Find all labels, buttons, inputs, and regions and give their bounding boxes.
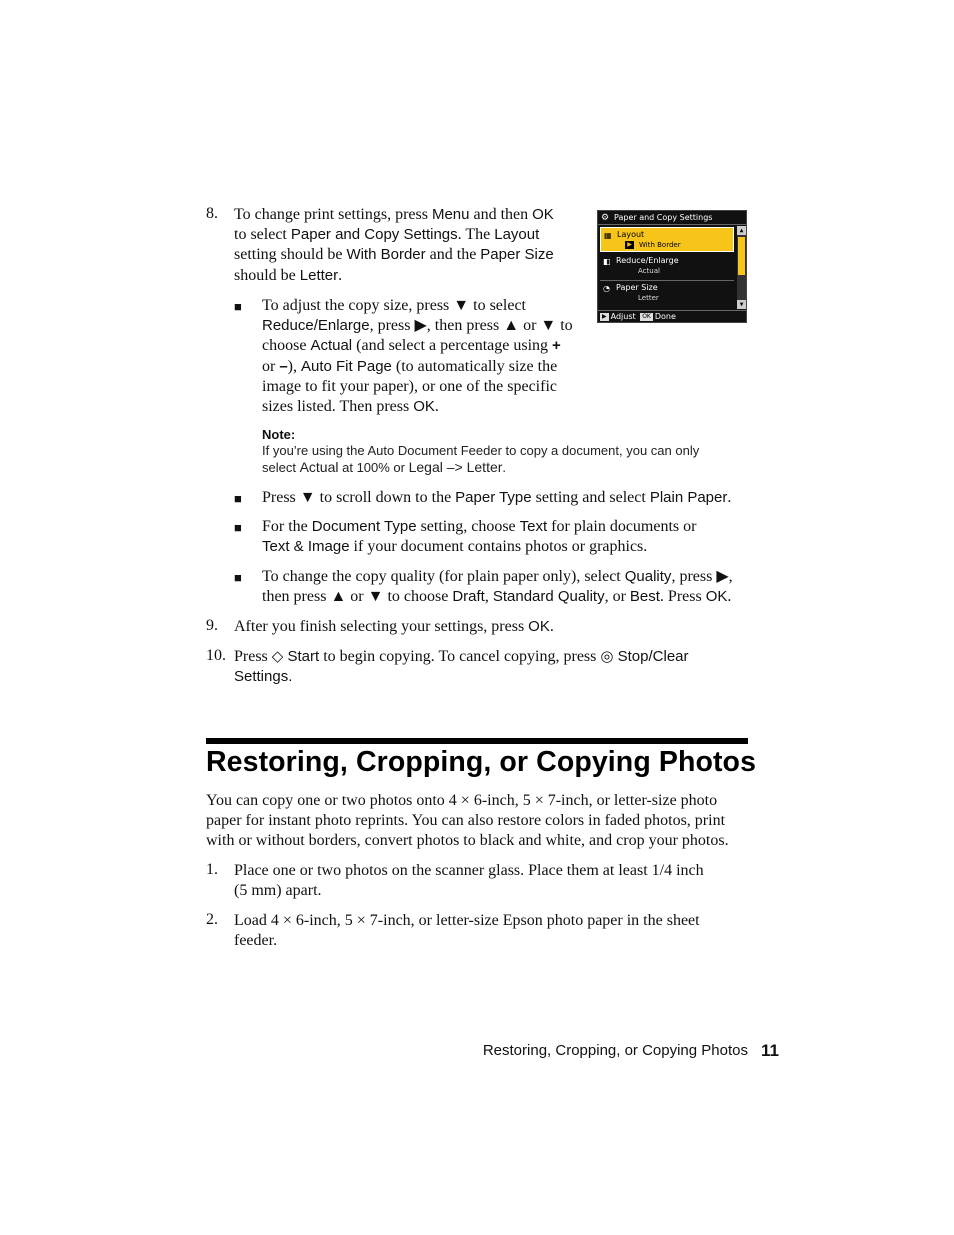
lcd-item-label: Layout: [617, 230, 645, 239]
play-icon: ▶: [602, 312, 607, 320]
down-arrow-icon: ▼: [540, 317, 557, 335]
lcd-title-bar: [598, 211, 746, 225]
text: Press: [234, 648, 272, 665]
text: paper for instant photo reprints. You can also restore colors in faded photos, print: [206, 812, 726, 830]
bullet-icon: ■: [234, 570, 242, 585]
key-paper-type: Paper Type: [455, 489, 532, 506]
text: (5 mm) apart.: [234, 882, 322, 900]
key-legal-letter: Legal –> Letter: [408, 459, 503, 475]
lcd-item-label: Reduce/Enlarge: [616, 256, 679, 265]
stop-icon: ◎: [600, 648, 614, 665]
text: .: [549, 618, 554, 635]
text: sizes listed. Then press: [262, 398, 414, 416]
text: To change print settings, press: [234, 206, 432, 223]
lcd-item-layout[interactable]: [600, 227, 734, 252]
text: to: [556, 317, 573, 335]
text: To change the copy quality (for plain paper only), select: [262, 568, 625, 585]
key-actual: Actual: [299, 459, 339, 475]
text: to choose: [383, 588, 453, 606]
lcd-item-value: With Border: [639, 241, 681, 249]
text: at 100% or: [338, 460, 409, 475]
start-icon: ◇: [271, 648, 284, 665]
text: Load 4 × 6-inch, 5 × 7-inch, or letter-size Epson photo paper in the sheet: [234, 912, 700, 929]
key-plain-paper: Plain Paper: [649, 489, 728, 506]
text: or: [262, 357, 280, 375]
minus-icon: –: [279, 357, 288, 375]
key-actual: Actual: [310, 337, 353, 355]
text: to begin copying. To cancel copying, press: [319, 648, 601, 665]
text: .: [338, 266, 343, 284]
text: (to automatically size the: [391, 357, 558, 375]
step-number: 10.: [206, 647, 226, 664]
text: You can copy one or two photos onto 4 × 6-inch, 5 × 7-inch, or letter-size photo: [206, 792, 718, 809]
plus-icon: +: [552, 337, 561, 355]
up-arrow-icon: ▲: [503, 317, 520, 335]
text: Place one or two photos on the scanner glass. Place them at least 1/4 inch: [234, 862, 704, 879]
text: , press: [369, 317, 415, 335]
lcd-item-value: Actual: [638, 267, 660, 275]
text: , or: [604, 588, 630, 606]
step-number: 1.: [206, 861, 218, 878]
footer-title: Restoring, Cropping, or Copying Photos: [482, 1042, 748, 1059]
lcd-screen: [597, 210, 747, 323]
text: to scroll down to the: [315, 489, 456, 506]
step-8-text: [234, 205, 584, 286]
step-number: 9.: [206, 617, 218, 634]
text: if your document contains photos or graphics.: [349, 538, 648, 556]
text: or: [346, 588, 368, 606]
scroll-down-icon[interactable]: ▼: [737, 300, 746, 309]
lcd-item-reduce-enlarge[interactable]: [600, 254, 734, 279]
lcd-item-paper-size[interactable]: [600, 281, 734, 306]
text: then press: [262, 588, 331, 606]
text: should be: [234, 266, 300, 284]
text: to select: [234, 226, 291, 244]
step-number: 8.: [206, 205, 218, 222]
section-step-1: [234, 861, 754, 901]
text: for plain documents or: [547, 518, 697, 535]
key-draft: Draft: [452, 588, 485, 606]
bullet-quality: [262, 567, 762, 607]
up-arrow-icon: ▲: [330, 588, 347, 606]
text: To adjust the copy size, press: [262, 297, 454, 314]
down-arrow-icon: ▼: [367, 588, 384, 606]
key-start: Start: [283, 648, 320, 665]
key-text: Text: [519, 518, 548, 535]
key-layout: Layout: [494, 226, 540, 244]
bullet-icon: ■: [234, 491, 242, 506]
scroll-thumb[interactable]: [738, 237, 745, 275]
key-document-type: Document Type: [311, 518, 417, 535]
page-number: 11: [761, 1041, 779, 1060]
text: For the: [262, 518, 312, 535]
lcd-done-label: Done: [654, 312, 676, 321]
text: and the: [425, 246, 481, 264]
key-quality: Quality: [624, 568, 672, 585]
key-with-border: With Border: [346, 246, 426, 264]
section-step-2: [234, 911, 754, 951]
text: setting should be: [234, 246, 347, 264]
bullet-adjust-copy-size: [262, 296, 592, 417]
down-arrow-icon: ▼: [453, 297, 470, 314]
text: (and select a percentage using: [352, 337, 553, 355]
key-ok: OK: [413, 398, 435, 416]
down-arrow-icon: ▼: [299, 489, 316, 506]
layout-icon: ▦: [604, 231, 612, 240]
text: or: [519, 317, 541, 335]
key-paper-copy-settings: Paper and Copy Settings: [290, 226, 458, 244]
key-menu: Menu: [431, 206, 470, 223]
text: . Press: [659, 588, 706, 606]
section-heading: Restoring, Cropping, or Copying Photos: [206, 746, 757, 778]
lcd-bottom-bar: [598, 310, 746, 323]
lcd-title: Paper and Copy Settings: [614, 213, 713, 222]
bullet-icon: ■: [234, 299, 242, 314]
text: Press: [262, 489, 300, 506]
key-letter: Letter: [299, 266, 339, 284]
key-paper-size: Paper Size: [480, 246, 554, 264]
text: .: [727, 588, 732, 606]
key-reduce-enlarge: Reduce/Enlarge: [262, 317, 370, 335]
bullet-document-type: [262, 517, 762, 557]
text: with or without borders, convert photos to black and white, and crop your photos.: [206, 832, 729, 850]
text: .: [727, 489, 732, 506]
paper-size-icon: ◔: [603, 284, 610, 293]
text: , press: [671, 568, 717, 585]
text: ,: [484, 588, 493, 606]
step-9-text: [234, 617, 734, 637]
text: feeder.: [234, 932, 278, 950]
text: to select: [469, 297, 526, 314]
key-standard-quality: Standard Quality: [492, 588, 605, 606]
text: ,: [728, 568, 733, 585]
right-arrow-icon: ▶: [716, 568, 729, 585]
text: . The: [457, 226, 495, 244]
bullet-icon: ■: [234, 520, 242, 535]
key-best: Best: [629, 588, 660, 606]
reduce-enlarge-icon: ◧: [603, 257, 611, 266]
lcd-adjust-label: Adjust: [610, 312, 636, 321]
ok-key-icon: OK: [642, 312, 651, 320]
text: setting, choose: [416, 518, 520, 535]
bullet-paper-type: [262, 488, 762, 508]
section-intro: [206, 791, 766, 852]
lcd-item-label: Paper Size: [616, 283, 658, 292]
key-text-image: Text & Image: [262, 538, 350, 556]
key-ok: OK: [705, 588, 728, 606]
text: image to fit your paper), or one of the specific: [262, 377, 557, 395]
text: choose: [262, 337, 311, 355]
lcd-item-value: Letter: [638, 294, 659, 302]
text: .: [434, 398, 439, 416]
gear-icon: ⚙: [601, 213, 610, 223]
text: .: [288, 668, 293, 686]
key-stop-clear: Stop/Clear: [613, 648, 689, 665]
text: ),: [287, 357, 301, 375]
text: After you finish selecting your settings, press: [234, 618, 529, 635]
step-number: 2.: [206, 911, 218, 928]
right-arrow-icon: ▶: [414, 317, 427, 335]
text: and then: [469, 206, 533, 223]
text: .: [502, 460, 507, 475]
play-icon: ▶: [625, 241, 634, 249]
note-text: If you’re using the Auto Document Feeder to copy a document, you can only: [262, 443, 700, 458]
key-settings: Settings: [234, 668, 289, 686]
note-label: Note:: [262, 427, 296, 442]
scroll-up-icon[interactable]: ▲: [737, 226, 746, 235]
step-10-text: [234, 647, 754, 687]
section-rule: [206, 738, 748, 744]
key-ok: OK: [528, 618, 550, 635]
text: select: [262, 460, 300, 475]
text: , then press: [426, 317, 504, 335]
lcd-scrollbar[interactable]: [737, 226, 746, 309]
key-ok: OK: [532, 206, 554, 223]
note-block: [262, 427, 752, 476]
key-auto-fit-page: Auto Fit Page: [301, 357, 392, 375]
text: setting and select: [531, 489, 650, 506]
